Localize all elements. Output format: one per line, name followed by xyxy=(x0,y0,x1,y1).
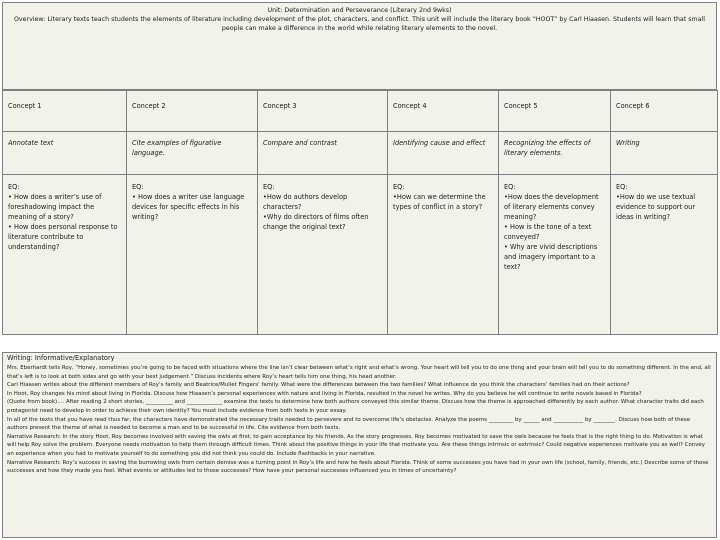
concept-skill: Writing xyxy=(611,132,718,175)
eq-line: •How can we determine the types of conflict in a story? xyxy=(393,193,486,211)
essential-questions-cell xyxy=(3,175,127,335)
concept-header: Concept 4 xyxy=(388,91,499,132)
unit-overview-box xyxy=(2,2,717,90)
writing-prompt: Carl Hiaasen writes about the different members of Roy’s family and Beatrice/Mullet Fingers’ family. What were the differences between the two families? What influence do you think the characters’ families had on their actions? xyxy=(7,382,630,389)
writing-prompt: Narrative Research: In the story Hoot, Roy becomes involved with saving the owls at first, to gain acceptance by his friends. As the story progresses, Roy becomes motivated to save the owls because he feels that is the right thing to do. Motivation is what will help Roy solve the problem. Everyone needs motivation to help them through difficult times. Think about the positive things in your life that motivate you. Are these things intrinsic or extrinsic? Could negative experiences motivate you as well? Convey an experience when you had to motivate yourself to do something you did not think you could do. Include flashbacks in your narrative. xyxy=(7,433,705,457)
unit-title: Unit: Determination and Perseverance (Literary 2nd 9wks) xyxy=(267,7,452,14)
eq-line: EQ: xyxy=(8,183,20,191)
unit-overview-text: Overview: Literary texts teach students the elements of literature including development of the plot, characters, and conflict. This unit will include the literary book “HOOT” by Carl Hiaasen. Students will learn that small people can make a difference in the world while relating literary elements to the novel. xyxy=(13,16,706,32)
eq-line: •Why do directors of films often change the original text? xyxy=(263,213,369,231)
concept-header: Concept 1 xyxy=(3,91,127,132)
concept-skill: Recognizing the effects of literary elements. xyxy=(499,132,611,175)
writing-prompt: Mrs. Eberhardt tells Roy, “Honey, sometimes you’re going to be faced with situations where the line isn’t clear between what’s right and what’s wrong. Your heart will tell you to do one thing and your brain will tell you to do something different. In the end, all that’s left is to look at both sides and go with your best judgement.” Discuss incidents where Roy’s heart tells him one thing, his head another. xyxy=(7,365,711,380)
essential-questions-cell xyxy=(127,175,258,335)
eq-line: EQ: xyxy=(504,183,516,191)
writing-prompt: In all of the texts that you have read thus far, the characters have demonstrated the necessary traits needed to persevere and to overcome life’s obstacles. Analyze the poems _________ by ______ and ___________ by ________. Discuss how both of these authors present the theme of what is needed to become a man and to be successful in life. Cite evidence from both texts. xyxy=(7,416,691,432)
eq-line: EQ: xyxy=(132,183,144,191)
concept-skill: Identifying cause and effect xyxy=(388,132,499,175)
essential-questions-row xyxy=(3,175,718,335)
concept-header: Concept 2 xyxy=(127,91,258,132)
concept-skill-row xyxy=(3,132,718,175)
eq-line: • How does personal response to literature contribute to understanding? xyxy=(8,223,118,251)
essential-questions-cell xyxy=(499,175,611,335)
concept-header-row xyxy=(3,91,718,132)
concept-header: Concept 5 xyxy=(499,91,611,132)
essential-questions-cell xyxy=(258,175,388,335)
eq-line: EQ: xyxy=(616,183,628,191)
concept-skill: Annotate text xyxy=(3,132,127,175)
concept-skill: Cite examples of figurative language. xyxy=(127,132,258,175)
concepts-table xyxy=(2,90,718,335)
eq-line: •How do authors develop characters? xyxy=(263,193,348,211)
writing-title: Writing: Informative/Explanatory xyxy=(7,354,115,362)
eq-line: •How does the development of literary elements convey meaning? xyxy=(504,193,599,221)
essential-questions-cell xyxy=(388,175,499,335)
eq-line: • How is the tone of a text conveyed? xyxy=(504,223,592,241)
writing-prompt: In Hoot, Roy changes his mind about living in Florida. Discuss how Hiaasen’s personal experiences with nature and living in Florida, resulted in the novel he writes. Why do you believe he will continue to write novels based in Florida? xyxy=(7,390,642,397)
essential-questions-cell xyxy=(611,175,718,335)
concept-header: Concept 6 xyxy=(611,91,718,132)
eq-line: •How do we use textual evidence to support our ideas in writing? xyxy=(616,193,696,221)
writing-prompts-box xyxy=(2,352,717,538)
concept-header: Concept 3 xyxy=(258,91,388,132)
eq-line: EQ: xyxy=(263,183,275,191)
eq-line: EQ: xyxy=(393,183,405,191)
eq-line: • How does a writer’s use of foreshadowing impact the meaning of a story? xyxy=(8,193,102,221)
eq-line: • How does a writer use language devices for specific effects in his writing? xyxy=(132,193,245,221)
concept-skill: Compare and contrast xyxy=(258,132,388,175)
writing-prompt: Narrative Research: Roy’s success in saving the burrowing owls from certain demise was a turning point in Roy’s life and how he feels about Florida. Think of some successes you have had in your own life (school, family, friends, etc.) Describe some of those successes and how they made you feel. What events or attitudes led to those successes? How have your personal successes influenced you in times of uncertainty? xyxy=(7,459,709,475)
writing-prompt: (Quote from book)…. After reading 2 short stories, __________ and _____________ examine the texts to determine how both authors conveyed this similar theme. Discuss how the theme is approached differently by each author. What character traits did each protagonist need to develop in order to achieve their own identity? You must include evidence from both texts in your essay. xyxy=(7,399,704,414)
eq-line: • Why are vivid descriptions and imagery important to a text? xyxy=(504,243,598,271)
